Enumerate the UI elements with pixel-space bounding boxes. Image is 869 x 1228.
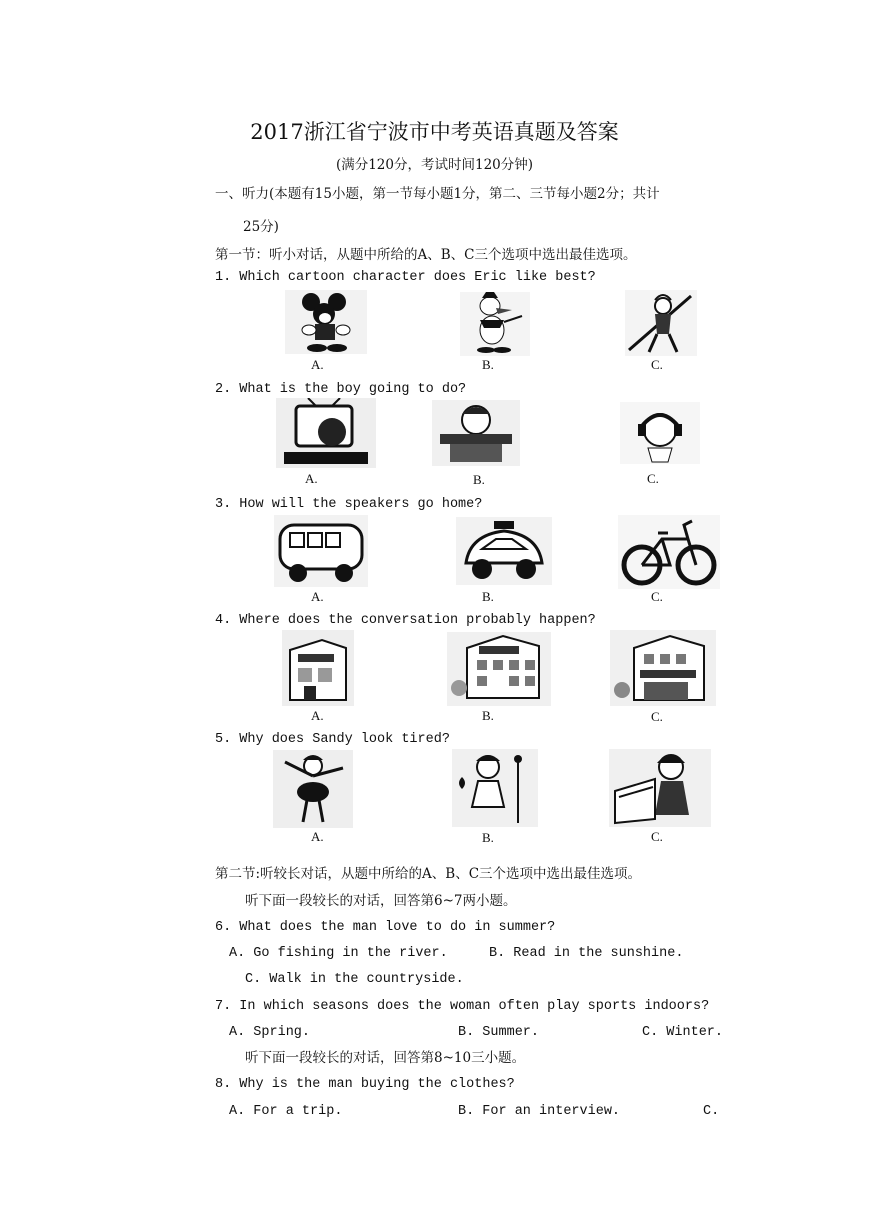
question-3: 3. How will the speakers go home? — [215, 497, 483, 512]
option-label-c: C. — [651, 829, 663, 844]
q8-option-b: B. For an interview. — [458, 1104, 621, 1119]
shop-picture — [282, 630, 354, 706]
intro-8-10: 听下面一段较长的对话，回答第8~10三小题。 — [245, 1050, 526, 1066]
q6-option-b: B. Read in the sunshine. — [489, 946, 684, 961]
page-subtitle: (满分120分，考试时间120分钟) — [335, 157, 534, 173]
question-4: 4. Where does the conversation probably happen? — [215, 613, 596, 628]
school-picture — [447, 632, 551, 706]
q8-option-c: C. — [703, 1104, 720, 1119]
q7-option-b: B. Summer. — [458, 1025, 540, 1040]
option-label-a: A. — [311, 357, 324, 372]
option-label-b: B. — [482, 589, 494, 604]
watching-tv-picture — [276, 398, 376, 468]
bicycle-picture — [618, 515, 720, 589]
section1-heading-cont: 25分) — [243, 219, 279, 235]
option-label-b: B. — [473, 472, 485, 487]
intro-6-7: 听下面一段较长的对话，回答第6~7两小题。 — [245, 893, 517, 909]
option-label-b: B. — [482, 708, 494, 723]
q7-option-c: C. Winter. — [642, 1025, 724, 1040]
question-5: 5. Why does Sandy look tired? — [215, 732, 450, 747]
q6-option-a: A. Go fishing in the river. — [229, 946, 448, 961]
option-label-c: C. — [651, 589, 663, 604]
option-label-b: B. — [482, 357, 494, 372]
girl-singing-picture — [452, 749, 538, 827]
option-label-c: C. — [647, 471, 659, 486]
taxi-picture — [456, 517, 552, 585]
ballet-dancer-picture — [273, 750, 353, 828]
option-label-a: A. — [311, 829, 324, 844]
section1-heading: 一、听力(本题有15小题，第一节每小题1分，第二、三节每小题2分；共计 — [215, 186, 660, 202]
question-2: 2. What is the boy going to do? — [215, 382, 467, 397]
option-label-c: C. — [651, 357, 663, 372]
q7-option-a: A. Spring. — [229, 1025, 311, 1040]
listening-headphones-picture — [620, 402, 700, 464]
q6-option-c: C. Walk in the countryside. — [245, 972, 464, 987]
hotel-picture — [610, 630, 716, 706]
girl-playing-piano-picture — [609, 749, 711, 827]
page-title: 2017浙江省宁波市中考英语真题及答案 — [250, 120, 619, 144]
option-label-a: A. — [311, 589, 324, 604]
question-8: 8. Why is the man buying the clothes? — [215, 1077, 515, 1092]
reading-at-desk-picture — [432, 400, 520, 466]
question-7: 7. In which seasons does the woman often play sports indoors? — [215, 999, 710, 1014]
question-6: 6. What does the man love to do in summer? — [215, 920, 556, 935]
bus-picture — [274, 515, 368, 587]
option-label-a: A. — [311, 708, 324, 723]
donald-duck-picture — [460, 292, 530, 356]
mickey-mouse-picture — [285, 290, 367, 354]
option-label-a: A. — [305, 471, 318, 486]
part2-heading: 第二节:听较长对话，从题中所给的A、B、C三个选项中选出最佳选项。 — [215, 866, 642, 882]
question-1: 1. Which cartoon character does Eric like best? — [215, 270, 596, 285]
part1-heading: 第一节：听小对话，从题中所给的A、B、C三个选项中选出最佳选项。 — [215, 247, 637, 263]
option-label-c: C. — [651, 709, 663, 724]
monkey-king-picture — [625, 290, 697, 356]
option-label-b: B. — [482, 830, 494, 845]
q8-option-a: A. For a trip. — [229, 1104, 343, 1119]
